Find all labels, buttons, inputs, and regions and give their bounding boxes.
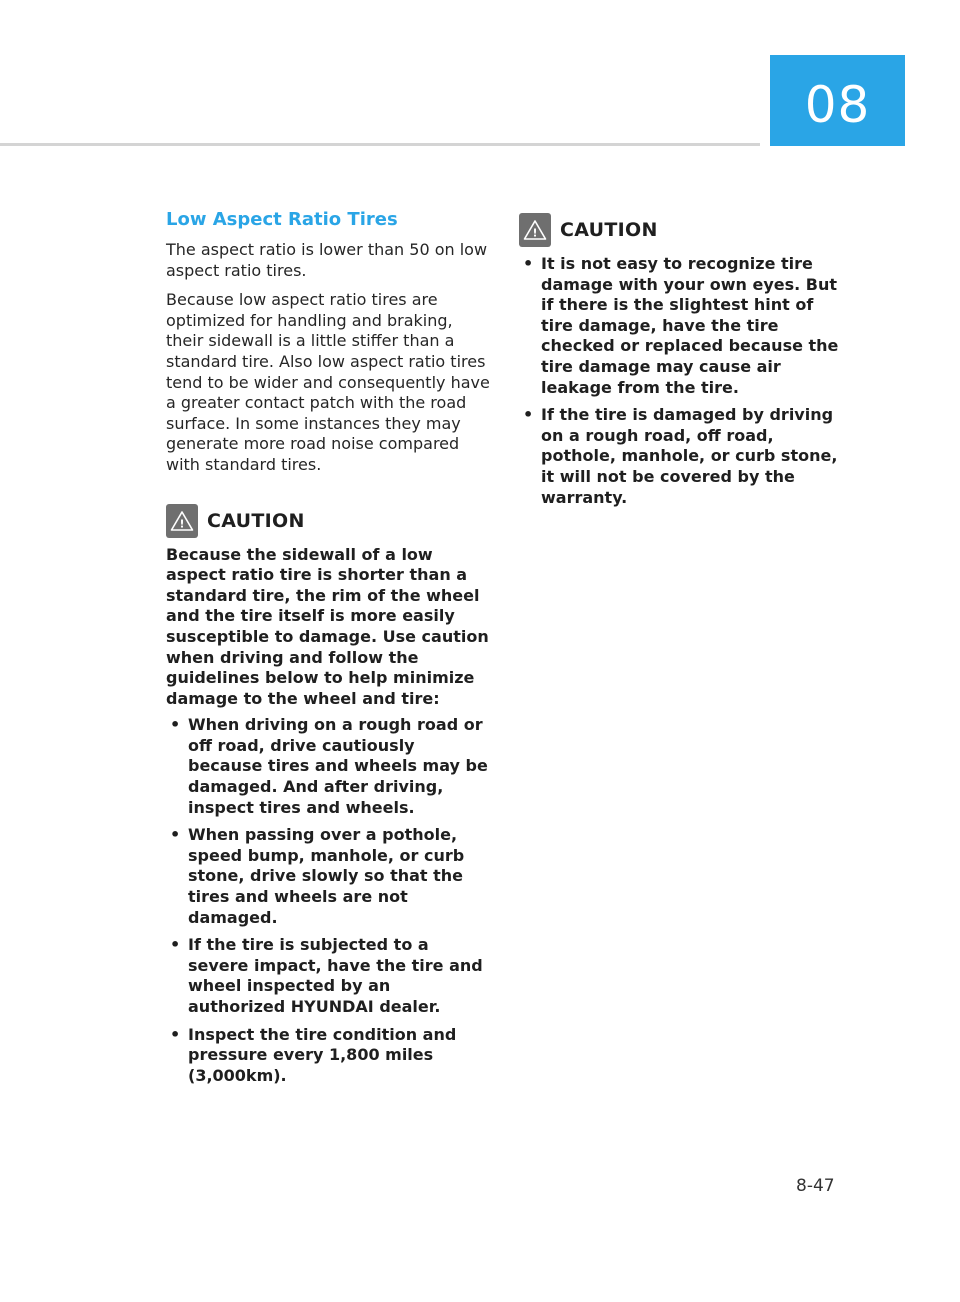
bullet: •: [170, 825, 181, 845]
header-rule: [0, 143, 760, 146]
list-item: • When driving on a rough road or off road, drive cautiously because tires and wheels may be damaged. And after driving, inspect tires and wheels.: [170, 715, 488, 817]
list-item: • When passing over a pothole, speed bump, manhole, or curb stone, drive slowly so that the tires and wheels are not damaged.: [170, 825, 465, 927]
list-item: • If the tire is damaged by driving on a rough road, off road, pothole, manhole, or curb stone, it will not be covered by the warranty.: [523, 405, 838, 507]
warning-triangle-icon: [519, 213, 551, 247]
bullet: •: [523, 254, 534, 273]
paragraph: The aspect ratio is lower than 50 on low aspect ratio tires.: [166, 240, 488, 280]
list-item: • Inspect the tire condition and pressure every 1,800 miles (3,000km).: [170, 1024, 457, 1085]
right-column: [519, 212, 845, 515]
caution-label: CAUTION: [207, 509, 305, 532]
bullet: •: [170, 715, 181, 735]
warning-glyph: !: [532, 226, 538, 240]
list-item: • It is not easy to recognize tire damage with your own eyes. But if there is the slightest hint of tire damage, have the tire checked or replaced because the tire damage may cause air leakage from the tire.: [523, 254, 839, 397]
chapter-tab: [770, 55, 905, 146]
page-number: 8-47: [796, 1176, 835, 1196]
caution-label: CAUTION: [560, 219, 658, 241]
chapter-number: 08: [804, 75, 871, 134]
caution-intro: Because the sidewall of a low aspect ratio tire is shorter than a standard tire, the rim of the wheel and the tire itself is more easily susceptible to damage. Use caution when driving and follow the guidelines below to help minimize damage to the wheel and tire:: [166, 544, 489, 708]
caution-list: [519, 254, 845, 508]
list-item: • If the tire is subjected to a severe impact, have the tire and wheel inspected by an authorized HYUNDAI dealer.: [170, 935, 483, 1016]
bullet: •: [170, 935, 181, 955]
bullet: •: [523, 405, 534, 425]
section-title: Low Aspect Ratio Tires: [166, 209, 398, 230]
caution-header: [519, 212, 845, 248]
caution-list: [166, 715, 492, 1086]
warning-triangle-icon: [166, 504, 198, 538]
bullet: •: [170, 1024, 181, 1044]
paragraph: Because low aspect ratio tires are optimized for handling and braking, their sidewall is a little stiffer than a standard tire. Also low aspect ratio tires tend to be wider and consequently have a greater contact patch with the road surface. In some instances they may generate more road noise compared with standard tires.: [166, 290, 490, 474]
caution-header: [166, 503, 492, 539]
left-column: [166, 208, 492, 1093]
warning-glyph: !: [179, 517, 185, 531]
